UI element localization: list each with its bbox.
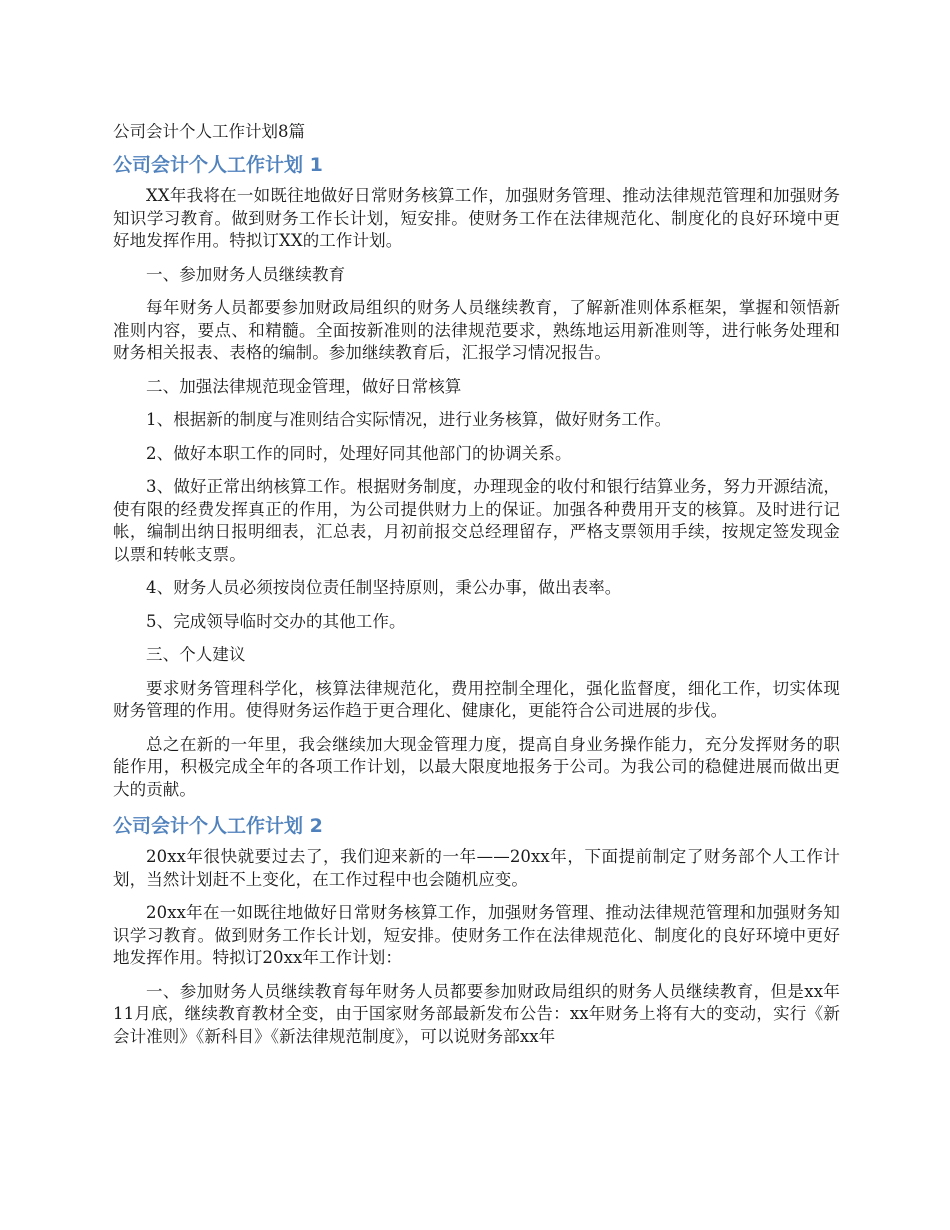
list-item: 4、财务人员必须按岗位责任制坚持原则，秉公办事，做出表率。 [146,578,622,597]
paragraph: 20xx年在一如既往地做好日常财务核算工作，加强财务管理、推动法律规范管理和加强财务知识学习教育。做到财务工作长计划，短安排。使财务工作在法律规范化、制度化的良好环境中更好地发挥作用。特拟订20xx年工作计划： [113,903,840,967]
section-heading: 公司会计个人工作计划 2 [113,815,323,837]
document-title: 公司会计个人工作计划8篇 [113,122,305,141]
paragraph: 每年财务人员都要参加财政局组织的财务人员继续教育，了解新准则体系框架，掌握和领悟新准则内容，要点、和精髓。全面按新准则的法律规范要求，熟练地运用新准则等，进行帐务处理和财务相关报表、表格的编制。参加继续教育后，汇报学习情况报告。 [113,298,840,362]
section-1 [113,151,840,801]
paragraph: 20xx年很快就要过去了，我们迎来新的一年——20xx年，下面提前制定了财务部个人工作计划，当然计划赶不上变化，在工作过程中也会随机应变。 [113,847,840,889]
section-heading: 公司会计个人工作计划 1 [113,154,323,176]
list-item: 2、做好本职工作的同时，处理好同其他部门的协调关系。 [146,443,572,463]
paragraph: 要求财务管理科学化，核算法律规范化，费用控制全理化，强化监督度，细化工作，切实体现财务管理的作用。使得财务运作趋于更合理化、健康化，更能符合公司进展的步伐。 [113,678,840,720]
paragraph: XX年我将在一如既往地做好日常财务核算工作，加强财务管理、推动法律规范管理和加强财务知识学习教育。做到财务工作长计划，短安排。使财务工作在法律规范化、制度化的良好环境中更好地发挥作用。特拟订XX的工作计划。 [113,186,840,250]
list-item: 1、根据新的制度与准则结合实际情况，进行业务核算，做好财务工作。 [146,410,672,429]
paragraph: 总之在新的一年里，我会继续加大现金管理力度，提高自身业务操作能力，充分发挥财务的职能作用，积极完成全年的各项工作计划，以最大限度地报务于公司。为我公司的稳健进展而做出更大的贡献。 [113,734,840,799]
paragraph: 一、参加财务人员继续教育每年财务人员都要参加财政局组织的财务人员继续教育，但是xx年11月底，继续教育教材全变，由于国家财务部最新发布公告：xx年财务上将有大的变动，实行《新会计准则》《新科目》《新法律规范制度》，可以说财务部xx年 [113,981,840,1046]
subheading: 一、参加财务人员继续教育 [146,264,346,284]
subheading: 三、个人建议 [146,645,246,664]
section-2 [113,812,840,1048]
list-item: 5、完成领导临时交办的其他工作。 [146,611,406,631]
subheading: 二、加强法律规范现金管理，做好日常核算 [146,376,462,396]
list-item: 3、做好正常出纳核算工作。根据财务制度，办理现金的收付和银行结算业务，努力开源结流，使有限的经费发挥真正的作用，为公司提供财力上的保证。加强各种费用开支的核算。及时进行记帐，编制出纳日报明细表，汇总表，月初前报交总经理留存，严格支票领用手续，按规定签发现金以票和转帐支票。 [113,477,840,564]
